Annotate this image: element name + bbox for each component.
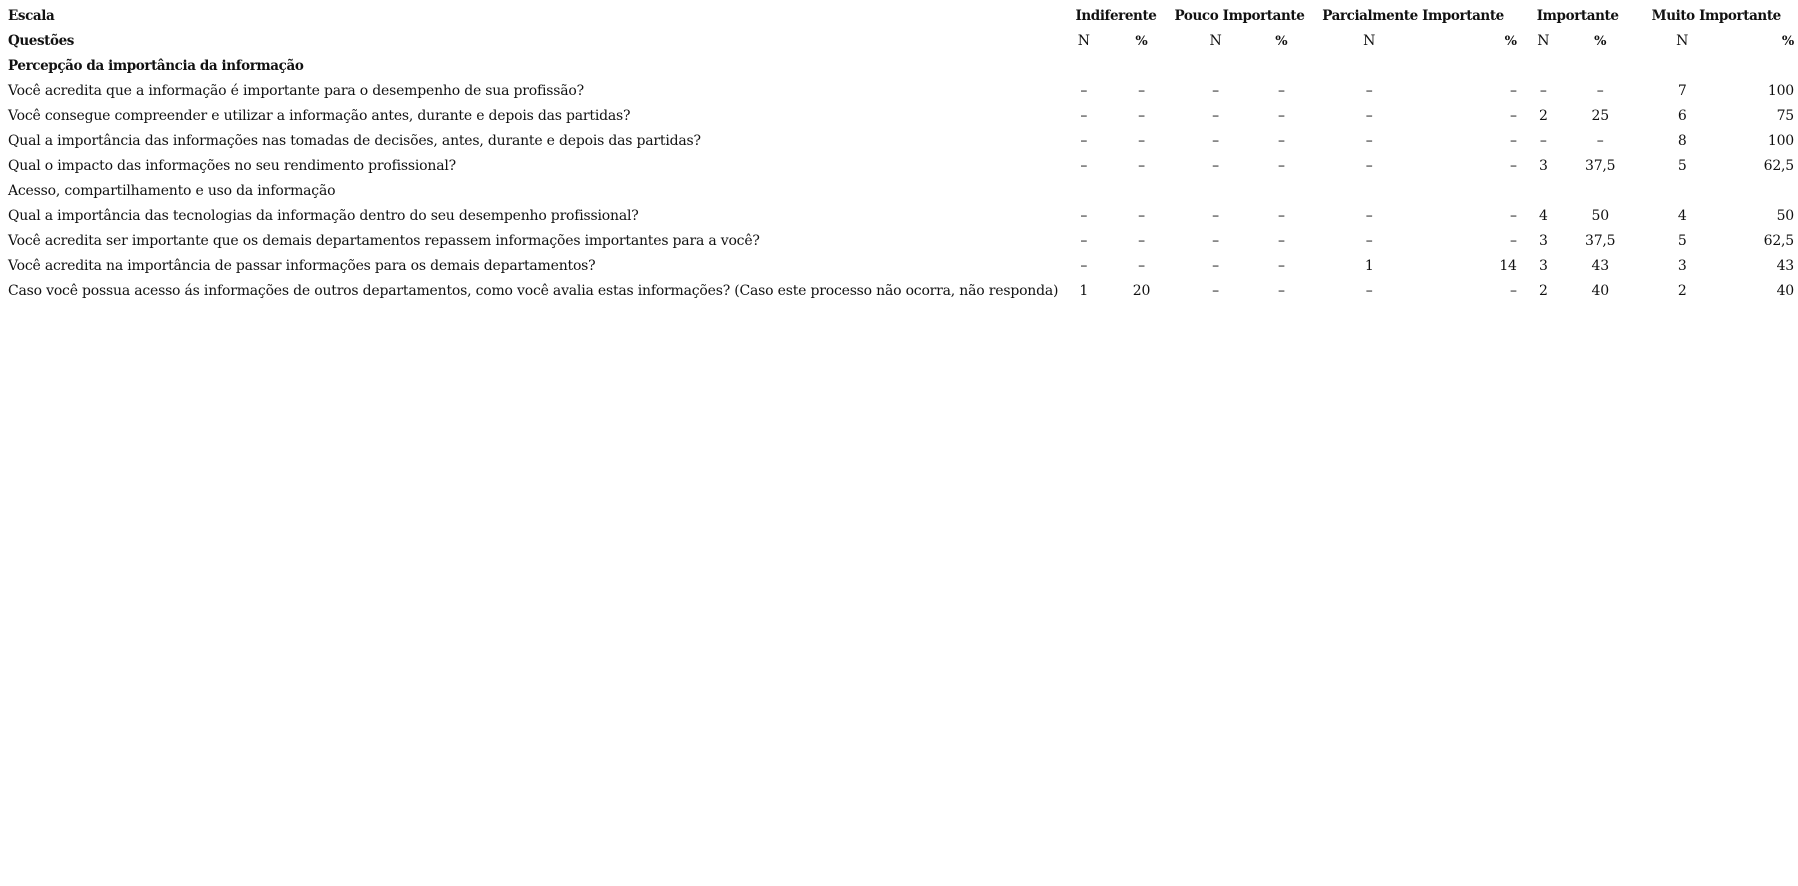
percent-cell: – (1509, 108, 1517, 124)
table-row (8, 229, 1798, 254)
table-row (8, 104, 1798, 129)
percent-cell: – (1138, 258, 1145, 274)
question-text: Qual o impacto das informações no seu rendimento profissional? (8, 158, 456, 174)
table-row (8, 204, 1798, 229)
table-row (8, 79, 1798, 104)
count-cell: 2 (1677, 283, 1687, 299)
percent-cell: – (1277, 283, 1285, 299)
count-cell: – (1080, 83, 1088, 99)
pct-column-label: % (1594, 34, 1607, 49)
percent-cell: – (1277, 258, 1285, 274)
count-cell: – (1212, 258, 1219, 274)
count-cell: – (1365, 83, 1373, 99)
count-cell: – (1212, 83, 1219, 99)
count-cell: – (1080, 233, 1088, 249)
section-row (8, 54, 1798, 79)
percent-cell: – (1138, 233, 1145, 249)
percent-cell: – (1138, 83, 1145, 99)
count-cell: – (1080, 108, 1088, 124)
count-cell: 6 (1677, 108, 1687, 124)
count-cell: – (1212, 283, 1219, 299)
count-cell: – (1365, 233, 1373, 249)
questions-label: Questões (8, 33, 74, 49)
question-text: Você acredita na importância de passar informações para os demais departamentos? (8, 258, 596, 274)
table-row (8, 154, 1798, 179)
percent-cell: – (1277, 208, 1285, 224)
percent-cell: 37,5 (1585, 233, 1616, 249)
percent-cell: 43 (1591, 258, 1609, 274)
percent-cell: 62,5 (1763, 158, 1794, 174)
pct-column-label: % (1781, 34, 1794, 49)
count-cell: 7 (1677, 83, 1687, 99)
n-column-label: N (1676, 33, 1689, 49)
count-cell: 3 (1538, 158, 1548, 174)
count-cell: – (1080, 158, 1088, 174)
table-row (8, 279, 1798, 304)
count-cell: 3 (1538, 258, 1548, 274)
count-cell: – (1365, 208, 1373, 224)
percent-cell: – (1138, 208, 1145, 224)
percent-cell: – (1277, 133, 1285, 149)
percent-cell: – (1509, 208, 1517, 224)
percent-cell: 50 (1776, 208, 1794, 224)
count-cell: 5 (1677, 158, 1687, 174)
count-cell: – (1212, 158, 1219, 174)
percent-cell: – (1277, 158, 1285, 174)
survey-table (8, 4, 1798, 304)
category-header-muito-importante: Muito Importante (1651, 8, 1781, 24)
count-cell: 4 (1677, 208, 1687, 224)
count-cell: 4 (1538, 208, 1548, 224)
percent-cell: – (1509, 83, 1517, 99)
scale-label: Escala (8, 8, 55, 24)
count-cell: 1 (1079, 283, 1089, 299)
percent-cell: – (1596, 133, 1604, 149)
n-column-label: N (1537, 33, 1550, 49)
section-row (8, 179, 1798, 204)
percent-cell: 37,5 (1585, 158, 1616, 174)
pct-column-label: % (1504, 34, 1517, 49)
percent-cell: 50 (1591, 208, 1609, 224)
percent-cell: – (1138, 133, 1145, 149)
percent-cell: 100 (1767, 83, 1794, 99)
count-cell: – (1365, 283, 1373, 299)
section-title: Percepção da importância da informação (8, 58, 304, 74)
percent-cell: 43 (1776, 258, 1794, 274)
percent-cell: 40 (1776, 283, 1794, 299)
count-cell: 5 (1677, 233, 1687, 249)
section-title: Acesso, compartilhamento e uso da informação (8, 183, 336, 199)
count-cell: – (1080, 133, 1088, 149)
category-header-importante: Importante (1536, 8, 1619, 24)
subheader-row (8, 29, 1798, 54)
count-cell: 3 (1538, 233, 1548, 249)
percent-cell: 62,5 (1763, 233, 1794, 249)
percent-cell: – (1277, 233, 1285, 249)
question-text: Você acredita ser importante que os demais departamentos repassem informações importantes para a você? (8, 233, 760, 249)
percent-cell: 20 (1132, 283, 1151, 299)
percent-cell: – (1509, 158, 1517, 174)
percent-cell: 40 (1591, 283, 1609, 299)
count-cell: 2 (1538, 283, 1548, 299)
count-cell: – (1365, 158, 1373, 174)
table-row (8, 254, 1798, 279)
percent-cell: – (1509, 233, 1517, 249)
percent-cell: 75 (1776, 108, 1794, 124)
percent-cell: – (1509, 283, 1517, 299)
count-cell: – (1212, 108, 1219, 124)
count-cell: – (1365, 133, 1373, 149)
count-cell: – (1080, 258, 1088, 274)
question-text: Você consegue compreender e utilizar a informação antes, durante e depois das partidas? (8, 108, 631, 124)
category-header-indiferente: Indiferente (1075, 8, 1157, 24)
count-cell: – (1539, 83, 1547, 99)
table-row (8, 129, 1798, 154)
n-column-label: N (1077, 33, 1090, 49)
survey-table-container (8, 4, 1798, 304)
percent-cell: – (1509, 133, 1517, 149)
question-text: Qual a importância das tecnologias da informação dentro do seu desempenho profissional? (8, 208, 639, 224)
pct-column-label: % (1135, 34, 1148, 49)
count-cell: – (1212, 208, 1219, 224)
table-body (8, 4, 1798, 304)
percent-cell: – (1138, 158, 1145, 174)
count-cell: 8 (1677, 133, 1687, 149)
count-cell: 1 (1364, 258, 1374, 274)
n-column-label: N (1363, 33, 1376, 49)
percent-cell: 25 (1591, 108, 1609, 124)
percent-cell: – (1277, 108, 1285, 124)
scale-header-row (8, 4, 1798, 29)
count-cell: 3 (1677, 258, 1687, 274)
category-header-pouco-importante: Pouco Importante (1174, 8, 1305, 24)
count-cell: – (1212, 133, 1219, 149)
question-text: Qual a importância das informações nas tomadas de decisões, antes, durante e depois das partidas? (8, 133, 701, 149)
count-cell: – (1080, 208, 1088, 224)
n-column-label: N (1209, 33, 1222, 49)
percent-cell: – (1596, 83, 1604, 99)
percent-cell: – (1277, 83, 1285, 99)
category-header-parcialmente-importante: Parcialmente Importante (1322, 8, 1504, 24)
count-cell: 2 (1538, 108, 1548, 124)
percent-cell: 100 (1767, 133, 1794, 149)
count-cell: – (1212, 233, 1219, 249)
count-cell: – (1539, 133, 1547, 149)
percent-cell: 14 (1499, 258, 1517, 274)
percent-cell: – (1138, 108, 1145, 124)
question-text: Você acredita que a informação é importante para o desempenho de sua profissão? (8, 83, 584, 99)
pct-column-label: % (1275, 34, 1288, 49)
question-text: Caso você possua acesso ás informações de outros departamentos, como você avalia estas informações? (Caso este processo não ocorra, não responda) (8, 283, 1059, 299)
count-cell: – (1365, 108, 1373, 124)
